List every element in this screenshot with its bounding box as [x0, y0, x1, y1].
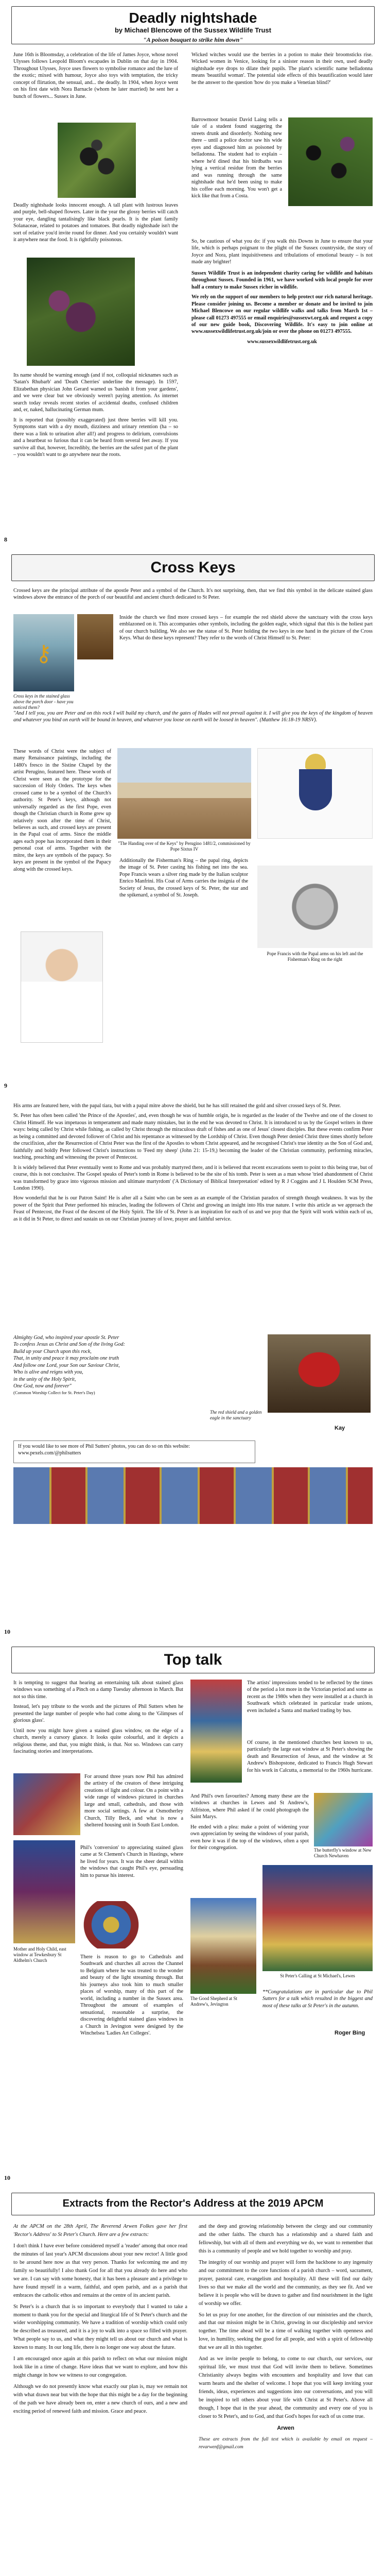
- paragraph: Additionally the Fisherman's Ring – the papal ring, depicts the image of St. Peter casting his fishing net into the sea. Pope Francis wears a silver ring made by the Italian sculptor Enrico Manfrini. His Coat of Arms carries the insignia of the Society of Jesus, the crossed keys of St. Peter, the star and the spikenard, a symbol of St. Joseph.: [119, 858, 248, 899]
- paragraph: I don't think I have ever before considered myself a 'reader' among that once read the minutes of last year's APCM discussions about your new rector! A little good to be around here now as that very person. Thanks for welcoming me and my family so beautifully! I also thank God for all that you already do here and who we are. I can say with some honesty, that it has been a pleasure and a privilege to have found myself in a warm, faithful, and open parish, and as a parish that embraces the catholic ethos and remains at the centre of its ancient parish.: [13, 2243, 187, 2298]
- paragraph: These words of Christ were the subject of many Renaissance paintings, including the 1480's fresco in the Sistine Chapel by the artist Perugino, featured here. These words of Christ were seen as the prototype for the succession of Holy Orders. The keys when crossed came to be a symbol of the Church's authority. St Peter's keys, although not universally regarded as the first Pope, even though the Christian church in Rome grew up relatively soon after the time of Christ, believes as such, and crossed keys are present in the Papal coat of arms. Since the middle ages each pope has incorporated them in their personal coat of arms. Together with the mitre, the keys are symbols of the papacy. So keys are present in the symbol of the Papacy along with the crossed keys.: [13, 749, 111, 872]
- church-windows-strip: [13, 1467, 373, 1524]
- page-rectors-address: [0, 2184, 386, 2576]
- butterfly-caption: The butterfly's window at New Church Newhaven: [314, 1848, 372, 1858]
- paragraph: I am encouraged once again at this parish to reflect on what our mission might look like in a time of change. Have ideas that we want to explore, and how this might change in how we witness to our congregation.: [13, 2356, 187, 2379]
- paragraph: So, be cautious of what you do: if you walk this Downs in June to ensure that your life, which is perhaps poignant to the plight of the Sussex countryside, the story of Joyce and Nora, plant inquisitiveness and tribulations of emotional beauty – is not made any brighter!: [191, 239, 373, 265]
- paragraph: Deadly nightshade looks innocent enough. A tall plant with lustrous leaves and purple, bell-shaped flowers. Later in the year the glossy berries will catch your eye, dangling tantalisingly like black pearls. It is the plant family Solanaceae, related to potatoes and tomatoes. But deadly nightshade isn't the sort of relative you'd invite round for dinner. And you certainly wouldn't want it anywhere near the food. It is rightfully poisonous.: [13, 202, 178, 243]
- left-column: [13, 52, 178, 103]
- author-signature: Arwen: [277, 2425, 294, 2431]
- nightshade-plant-image: [288, 117, 373, 206]
- right-mid-text: [119, 857, 248, 902]
- paragraph: It is widely believed that Peter eventually went to Rome and was probably martyred there, and it is believed that recent excavations seem to point to this being true, but of course, this is not conclusive. The Gospel speaks of Peter's tomb in Rome is believed to be the site of his tomb. Peter is seen as a man whose 'tried abandonment of Christ was transformed by grace into vigorous mission and ultimate martyrdom' ('A Dictionary of Biblical Interpretation' edited by R J Coggins and J L Houlden SCM Press, London 1990).: [13, 1164, 373, 1191]
- paragraph: **Congratulations are in particular due to Phil Sutters for a talk which resulted in the biggest and most of these talks at St Peter's in the autumn.: [262, 1989, 373, 2009]
- article-byline: by Michael Blencowe of the Sussex Wildlife Trust: [114, 26, 271, 34]
- left-column-4: [80, 1954, 183, 2040]
- paragraph: It is tempting to suggest that hearing an entertaining talk about stained glass windows was something of a Pinch on a damp Tuesday afternoon in March. But not so this time.: [13, 1680, 183, 1700]
- trust-note: Sussex Wildlife Trust is an independent charity caring for wildlife and habitats throughout Sussex. Founded in 1961, we have worked with local people for over half a century to make Sussex richer in wildlife.: [191, 270, 373, 290]
- quote: "And I tell you, you are Peter and on this rock I will build my church, and the gates of Hades will not prevail against it. I will give you the keys of the kingdom of heaven and whatever you bind on earth will be bound in heaven, and whatever you loose on earth will be loosed in heaven". (Matthew 16:18-19 NRSV).: [13, 710, 373, 723]
- shield-caption: The red shield and a golden eagle in the sanctuary: [210, 1410, 262, 1420]
- st-peter-calling-window-image: [262, 1865, 373, 1971]
- author-signature: Kay: [335, 1425, 345, 1431]
- prayer-line: Who is alive and reigns with you,: [13, 1369, 83, 1376]
- paragraph: Crossed keys are the principal attribute of the apostle Peter and a symbol of the Church. It's not surprising, then, that we find this symbol in the delicate stained glass windows above the entrance of the porch of our beautiful and ancient church dedicated to St Peter.: [13, 588, 373, 601]
- left-column-3: [80, 1844, 183, 1882]
- right-column-2: [247, 1739, 373, 1777]
- paragraph: Until now you might have given a stained glass window, on the edge of a church, merely a cursory glance. It looks quite colourful, and it depicts a religious theme, and that, you might think, is that. Not so. Windows can carry fascinating stories and interpretations.: [13, 1727, 183, 1755]
- prayer-line: To confess Jesus as Christ and Son of the living God:: [13, 1342, 125, 1348]
- paragraph: Although we do not presently know what exactly our plan is, may we remain not with what drawn near but with the hope that this might be a day for the beginning of the path we have already been on, enter a new church of ours, and a new and exciting period of renewed faith and mission. Grace and peace.: [13, 2384, 187, 2415]
- right-column: [199, 2223, 373, 2454]
- pope-caption: Pope Francis with the Papal arms on his left and the Fisherman's Ring on the right: [267, 951, 363, 962]
- article-title-box: [11, 2193, 375, 2215]
- prayer-line: in the unity of the Holy Spirit,: [13, 1376, 76, 1382]
- red-shield-image: [268, 1334, 371, 1413]
- left-column: [13, 1680, 183, 1758]
- article-title-box: [11, 6, 375, 44]
- article-title-box: [11, 1647, 375, 1673]
- paragraph: June 16th is Bloomsday, a celebration of the life of James Joyce, whose novel Ulysses follows Leopold Bloom's escapades in Dublin on that day in 1904. Throughout Ulysses, Joyce uses flowers to symbolise romance and the lure of the exotic; mixed with humour, Joyce also toys with temptation, the tricky concept of flirtation, the sensual, and... the deadly. In 1904, when Joyce went on his first date with Nora Barnacle (whom he later married) he sent her a bunch of flowers... Sussex in June.: [13, 52, 178, 99]
- congratulations-note: [262, 1989, 373, 2012]
- perugino-painting-image: [117, 748, 251, 839]
- prayer-line: One God, now and forever": [13, 1383, 72, 1389]
- mother-caption: Mother and Holy Child, east window at Tewkesbury St Aldhelm's Church: [13, 1946, 66, 1963]
- paragraph: The artists' impressions tended to be reflected by the times of the period a lot more in the Victorian period and some as recent as the 1980s when they were installed at a church in Southwark which celebrated in particular trade unions, even included a Santa and marked trading by bus.: [247, 1680, 373, 1714]
- scripture-quote: [13, 710, 373, 727]
- paragraph: At the APCM on the 28th April, The Reverend Arwen Folkes gave her first 'Rector's Address' to St Peter's Church. Here are a few extracts:: [13, 2224, 187, 2238]
- paragraph: Instead, let's pay tribute to the words and the pictures of Phil Sutters when he presented the large number of people who had come along to the 'Glimpses of glorious glass'.: [13, 1704, 183, 1724]
- paragraph: The integrity of our worship and prayer will form the backbone to any ingenuity and our commitment to the core functions of a parish church – word, sacrament, prayer, pastoral care, evangelism and hospitality. All these will find our daily lives so that we make all the world and the community, as they see fit. And we believe it is people who will be drawn to gather and find nourishment in the light of worship we offer.: [199, 2259, 373, 2307]
- page-number: 9: [4, 1082, 7, 1089]
- right-column-3: [190, 1793, 309, 1855]
- prayer-source: (Common Worship Collect for St. Peter's Day): [13, 1389, 95, 1395]
- body-text: [13, 1103, 373, 1226]
- paragraph: Of course, in the mentioned churches best known to us, particularly the large east window at St Peter's showing the death and Resurrection of Jesus, and the window at St Andrew's Bishopstone, dedicated to Francis Hugh Stewart for his work in Calcutta, a memorial to the 1960s hurricane.: [247, 1740, 373, 1773]
- paragraph: He ended with a plea: make a point of widening your own appreciation by seeing the windows of your parish, even how it was if the top of the windows, often a spot for their congregation.: [190, 1824, 309, 1851]
- page-cross-keys-continued: [0, 1092, 386, 1638]
- right-column: [191, 52, 373, 89]
- page-deadly-nightshade: [0, 0, 386, 546]
- article-title: Cross Keys: [150, 559, 236, 576]
- collect-prayer: [13, 1334, 219, 1399]
- cross-keys-icon: ⚷: [35, 641, 52, 666]
- mother-child-window-image: [13, 1840, 75, 1943]
- pope-francis-image: [21, 931, 103, 1043]
- keys-caption: Cross keys in the stained glass above the porch door - have you noticed them?: [13, 693, 74, 710]
- right-column: [247, 1680, 373, 1717]
- painting-caption: "The Handing over of the Keys" by Perugino 1481/2, commissioned by Pope Sixtus IV: [118, 841, 251, 852]
- footnote: These are extracts from the full text which is available by email on request – revarwenf@gmail.com: [199, 2436, 373, 2450]
- page-number: 8: [4, 536, 7, 543]
- nightshade-flower-image: [27, 258, 135, 366]
- papal-shield-icon: [299, 769, 332, 810]
- phil-note: If you would like to see more of Phil Sutters' photos, you can do so on this website:: [18, 1444, 190, 1449]
- prayer-line: Almighty God, who inspired your apostle St. Peter: [13, 1335, 119, 1341]
- fisherman-ring-image: [257, 866, 373, 948]
- membership-offer: We rely on the support of our members to help protect our rich natural heritage. Please consider joining us. Become a member or donate and be invited to join Michael Blencowe on our regular wildlife walks and talks from March 1st – please call 01273 497555 or email enquiries@sussexwt.org.uk and request a copy of our new guide book, Discovering Wildlife. It's easy to join online at www.sussexwildlifetrust.org.uk/join or over the phone on 01273 497555.: [191, 294, 373, 335]
- left-column-2: [84, 1773, 183, 1832]
- left-column-bottom: [13, 372, 178, 461]
- phil-photos-box: [13, 1440, 255, 1463]
- stained-window-tall-image: [190, 1680, 242, 1783]
- article-title: Extracts from the Rector's Address at the 2019 APCM: [62, 2198, 324, 2209]
- right-column-mid: [191, 116, 282, 202]
- paragraph: And as we invite people to belong, to come to our church, our services, our spiritual life, we must trust that God will invite them to believe. Sometimes Christianity always begins with encounters and hospitality and love that can warm hearts and the shelter of welcome. I hope that you will keep inviting your friends, ideas, experiences and suggestions into our conversations, and you will be inspired to tell others about your life with Christ at St Peter's. Above all though, I hope that in the year ahead, the community and every one of you is closer to St Peter's, and to God, and that God's hopes for each of us come true.: [199, 2356, 373, 2419]
- paragraph: and the deep and growing relationship between the clergy and our community and the other faiths. The church has a relationship and a shared faith and fellowship, but with all of them and everything we do, we want to remember that this is a community of people and we hold together to worship and pray.: [199, 2224, 373, 2254]
- bible-caption: St Peter's Calling at St Michael's, Lewes: [280, 1973, 355, 1978]
- paragraph: How wonderful that he is our Patron Saint! He is after all a Saint who can be seen as an example of the Christian paradox of strength though weakness. It was by the power of the Spirit that Peter performed his miracles, leading the followers of Christ and growing an insight into His true nature. I write this article as we approach the Feast of Pentecost, the Feast of the descent of the Holy Spirit. The life of St. Peter is an inspiration for each of us and we pray that the Spirit will work within each of us, as it did in St Peter, to direct and sustain us on our Christian journey of love, prayer and faithful service.: [13, 1195, 373, 1222]
- right-column-lower: [191, 238, 373, 348]
- paragraph: St Peter's is a church that is so important to everybody that I wanted to take a moment to thank you for the special and liturgical life of St Peter's church and the wider worshipping community. We have a tradition of worship which could only be described as treasured, and it is a joy to walk into a space so filled with prayer. What people say to us, and what they might tell us about our church and what is known to many. In our long life, there is no longer one way about the future.: [13, 2303, 187, 2351]
- paragraph: Phil's 'conversion' to appreciating stained glass came at St Clement's Church in Hastings, where he lived for years. It was the sheer detail within the windows that caught Phil's eye, persuading him to pursue his interest.: [80, 1845, 183, 1878]
- good-shepherd-window-image: [190, 1898, 256, 1994]
- article-tagline: "A poison bouquet to strike him down": [143, 36, 243, 43]
- butterfly-window-image: [314, 1793, 373, 1846]
- sanctuary-shield-image: [77, 614, 113, 659]
- prayer-line: That, in unity and peace it may proclaim one truth: [13, 1355, 119, 1362]
- paragraph: St. Peter has often been called 'the Prince of the Apostles', and, even though he was of humble origin, he is regarded as the leader of the Twelve and one of the closest to Christ Himself. He was impetuous in temperament and made many mistakes, but in the end he was devoted to Christ. It is introduced to us by the Gospel writers in three ways: being called by Christ while fishing, as called by Christ through the miraculous draft of fishes and as one of Jesus' closest disciples. But these events confirm Peter as being a committed and devoted follower of Christ and his repentance as witnessed by the Lordship of Christ. Even though Peter denied Christ three times shortly before the crucifixion, after the Resurrection of Christ Peter was the first of the Apostles to whom Christ appeared, and he recognised Christ's true identity as the Son of God and, faithfully and boldly Peter followed Christ's instructions to 'Feed my sheep' (John 21: 15-19,) becoming the leader of the Christian community, performing miracles, teaching, preaching and witnessing the power of Pentecost.: [13, 1113, 373, 1161]
- paragraph: His arms are featured here, with the papal tiara, but with a papal mitre above the shield, but he has still retained the gold and silver crossed keys of St. Peter.: [13, 1103, 341, 1109]
- prayer-line: Build up your Church upon this rock,: [13, 1348, 92, 1354]
- author-signature: Roger Bing: [335, 2030, 365, 2036]
- left-column-lower: [13, 202, 178, 247]
- paragraph: So let us pray for one another, for the direction of our ministries and the church, and that our mission might be in Christ, growing in our discipleship and service together. The time ahead will be a time of walking together with openness and love, in humility, seeking the good for all people, and with a spirit of fellowship that we are all in this together.: [199, 2312, 373, 2351]
- page-number: 10: [4, 1628, 10, 1635]
- nightshade-berries-image: [58, 123, 136, 198]
- page-number: 10: [4, 2174, 10, 2181]
- shepherd-caption: The Good Shepherd at St Andrew's, Jevington: [190, 1996, 237, 2007]
- page-cross-keys: [0, 546, 386, 1092]
- article-title: Deadly nightshade: [129, 10, 257, 26]
- page-top-talk: [0, 1638, 386, 2184]
- paragraph: And Phil's own favourites? Among many these are the windows at churches in Lewes and St Andrew's, Alfriston, where Phil asked if he could photograph the Saint Marys.: [190, 1793, 309, 1820]
- prayer-line: And follow one Lord, your Son our Saviour Christ,: [13, 1362, 120, 1368]
- paragraph: Inside the church we find more crossed keys – for example the red shield above the sanctuary with the cross keys emblazoned on it. This accompanies other symbols, including the golden eagle, which signal that this is the holiest part of our church building. We also see the statue of St. Peter holding the two keys in one hand in the picture of the Cross Keys. What do these keys represent? They refer to the words of Christ Himself to St. Peter:: [119, 615, 373, 641]
- article-title: Top talk: [164, 1651, 222, 1668]
- tiara-icon: [305, 754, 326, 769]
- trust-website[interactable]: www.sussexwildlifetrust.org.uk: [247, 338, 317, 345]
- paragraph: Barrowmoor botanist David Laing tells a tale of a student found staggering the streets drunk and disorderly. Nothing new there – until a police doctor saw his wide eyes and diagnosed him as poisoned by belladonna. The student had to explain – where he'd dined that his birdbaths was lying a vertical residue from the berries and was running through the same nightshade that he'd been using to make his coffee each morning. You won't get a kick like that from a Costa.: [191, 117, 282, 199]
- round-window-image: [80, 1901, 142, 1948]
- right-top-text: [119, 614, 373, 645]
- papal-arms-image: [257, 748, 373, 839]
- phil-url[interactable]: www.pexels.com/@philsutters: [18, 1450, 81, 1456]
- left-column: [13, 2223, 187, 2419]
- paragraph: It is reported that (possibly exaggerated) just three berries will kill you. Symptoms start with a dry mouth, dizziness and urinary retention (ha – so there was a link to urination after all!) and progress to delirium, convulsions and a heartbeat so furious that it can be heard from several feet away. If you survive all that, however, Incredibly, the berries are the safest part of the plant – you wouldn't want to go anywhere near the roots.: [13, 417, 178, 457]
- paragraph: Its name should be warning enough (and if not, colloquial nicknames such as 'Satan's Rhubarb' and 'Death Cherries' underline the message). In 1597, Elizabethan physician John Gerard warned us 'banish it from your gardens', and we were clear but we obviously weren't paying attention. As internet search today reveals recent stories of accidental deaths, confused children and, er, naked, hallucinating German mum.: [13, 372, 178, 413]
- left-mid-text: [13, 748, 111, 876]
- paragraph: For around three years now Phil has admired the artistry of the creators of these intriguing creations of light and colour. On a point with a wide range of windows pictured in churches large and small, cathedrals, and those with more social settings. A few at Osmotherley Church, Tilly Beck, and what is now a sheltered housing unit in South East London.: [84, 1774, 183, 1828]
- intro-paragraph: [13, 587, 373, 604]
- paragraph: There is reason to go to Cathedrals and Southwark and churches all across the Channel to Belgium where he was treated to the wonder and beauty of the light streaming through. But his journeys also took him to much smaller places of worship, many of this part of the world, including a number in the Sussex area. Throughout the amount of examples of sensational, reasonable a surprise, the discovering delightful stained glass windows in a Church in Jevington were designed by the Winchelsea 'Ladies Art Colleges'.: [80, 1954, 183, 2036]
- window-image-small: [13, 1773, 80, 1835]
- article-title-box: [11, 554, 375, 581]
- paragraph: Wicked witches would use the berries in a potion to make their broomsticks rise. Wicked women in Venice, looking for a sinister reason in their own, used deadly nightshade eye drops to dilate their pupils. The plant's scientific name belladonna means 'beautiful woman'. The potential side effects of this beautification would later be the answer to the question 'how do you make a Venetian blind?': [191, 52, 373, 86]
- cross-keys-window-image: [13, 614, 74, 691]
